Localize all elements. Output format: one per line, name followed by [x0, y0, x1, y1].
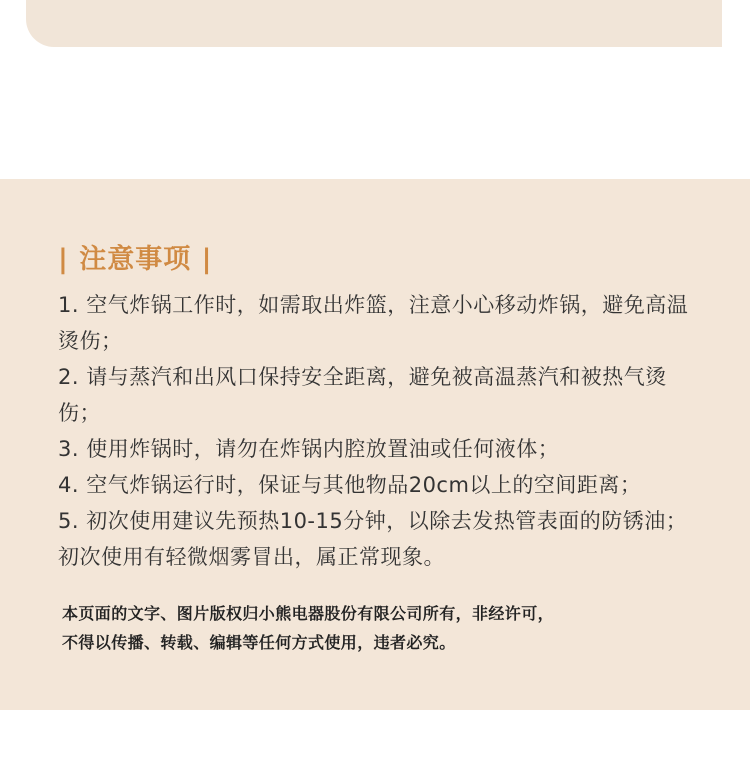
notice-list [58, 287, 708, 575]
top-rounded-card [26, 0, 722, 47]
notice-item-4: 4. 空气炸锅运行时，保证与其他物品20cm以上的空间距离； [58, 473, 642, 497]
notice-title: | 注意事项 | [58, 244, 213, 275]
notice-item-5: 5. 初次使用建议先预热10-15分钟，以除去发热管表面的防锈油；初次使用有轻微烟雾冒出，属正常现象。 [58, 509, 688, 569]
notice-item-1: 1. 空气炸锅工作时，如需取出炸篮，注意小心移动炸锅，避免高温烫伤； [58, 293, 689, 353]
notice-item-3: 3. 使用炸锅时，请勿在炸锅内腔放置油或任何液体； [58, 437, 560, 461]
copyright-notice [62, 599, 692, 657]
copyright-line-1: 本页面的文字、图片版权归小熊电器股份有限公司所有，非经许可， [62, 604, 555, 623]
copyright-line-2: 不得以传播、转载、编辑等任何方式使用，违者必究。 [62, 633, 456, 652]
notice-item-2: 2. 请与蒸汽和出风口保持安全距离，避免被高温蒸汽和被热气烫伤； [58, 365, 667, 425]
notice-panel [0, 179, 750, 710]
